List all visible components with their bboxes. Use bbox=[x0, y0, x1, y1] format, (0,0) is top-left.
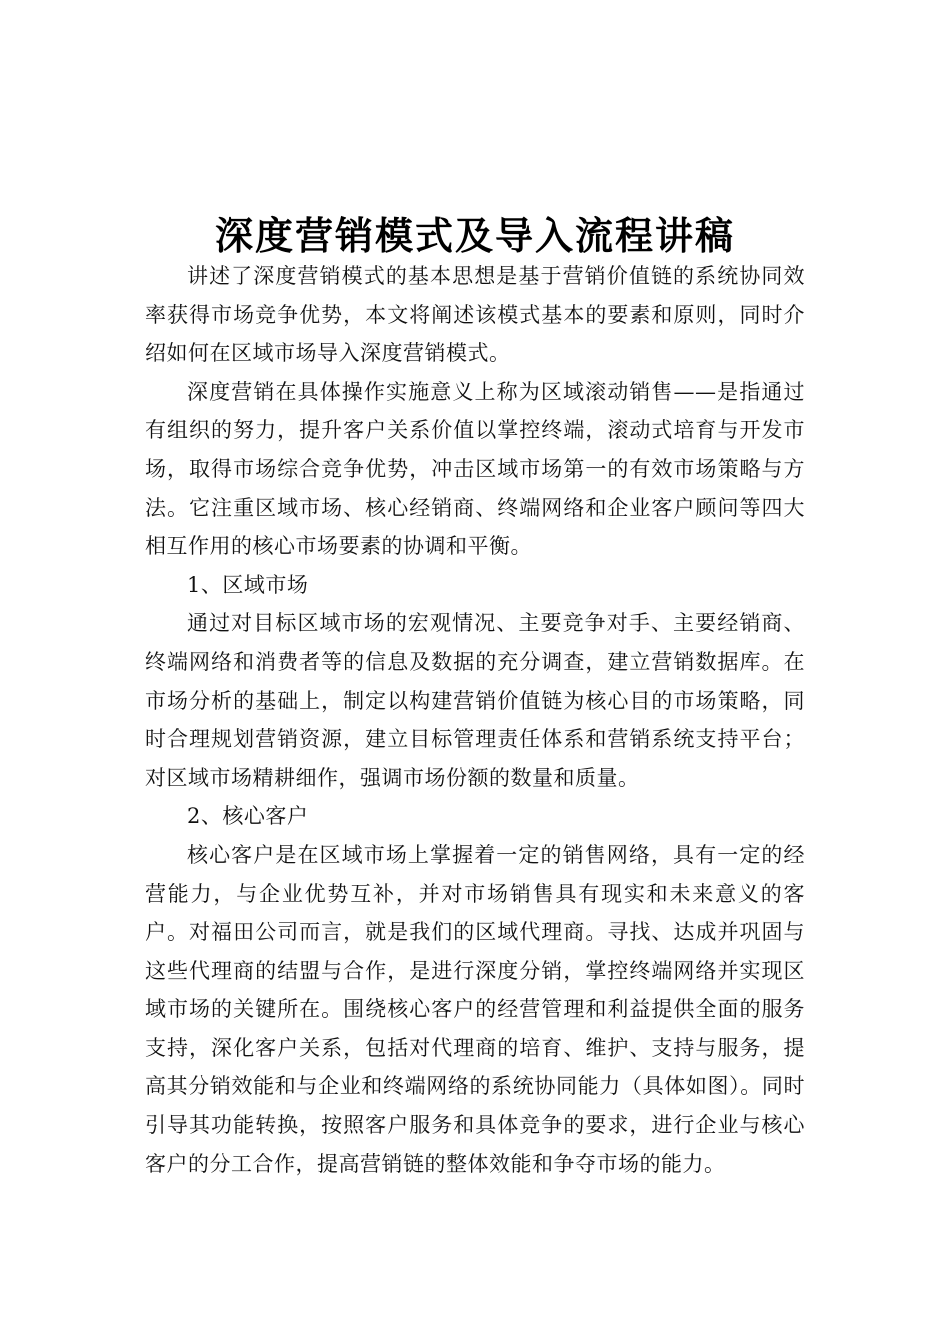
section-heading-regional-market: 1、区域市场 bbox=[187, 572, 309, 597]
regional-market-paragraph: 通过对目标区域市场的宏观情况、主要竞争对手、主要经销商、终端网络和消费者等的信息及数据的充分调查，建立营销数据库。在市场分析的基础上，制定以构建营销价值链为核心目的市场策略，同时合理规划营销资源，建立目标管理责任体系和营销系统支持平台；对区域市场精耕细作，强调市场份额的数量和质量。 bbox=[145, 611, 805, 790]
intro-paragraph: 讲述了深度营销模式的基本思想是基于营销价值链的系统协同效率获得市场竞争优势，本文将阐述该模式基本的要素和原则，同时介绍如何在区域市场导入深度营销模式。 bbox=[145, 264, 805, 366]
core-customer-paragraph: 核心客户是在区域市场上掌握着一定的销售网络，具有一定的经营能力，与企业优势互补，并对市场销售具有现实和未来意义的客户。对福田公司而言，就是我们的区域代理商。寻找、达成并巩固与这些代理商的结盟与合作，是进行深度分销，掌控终端网络并实现区域市场的关键所在。围绕核心客户的经营管理和利益提供全面的服务支持，深化客户关系，包括对代理商的培育、维护、支持与服务，提高其分销效能和与企业和终端网络的系统协同能力（具体如图）。同时引导其功能转换，按照客户服务和具体竞争的要求，进行企业与核心客户的分工合作，提高营销链的整体效能和争夺市场的能力。 bbox=[145, 842, 805, 1176]
definition-paragraph: 深度营销在具体操作实施意义上称为区域滚动销售——是指通过有组织的努力，提升客户关系价值以掌控终端，滚动式培育与开发市场，取得市场综合竞争优势，冲击区域市场第一的有效市场策略与方法。它注重区域市场、核心经销商、终端网络和企业客户顾问等四大相互作用的核心市场要素的协调和平衡。 bbox=[145, 379, 805, 559]
document-title: 深度营销模式及导入流程讲稿 bbox=[214, 214, 735, 259]
document-body bbox=[145, 257, 805, 1183]
section-heading-core-customer: 2、核心客户 bbox=[187, 804, 309, 829]
